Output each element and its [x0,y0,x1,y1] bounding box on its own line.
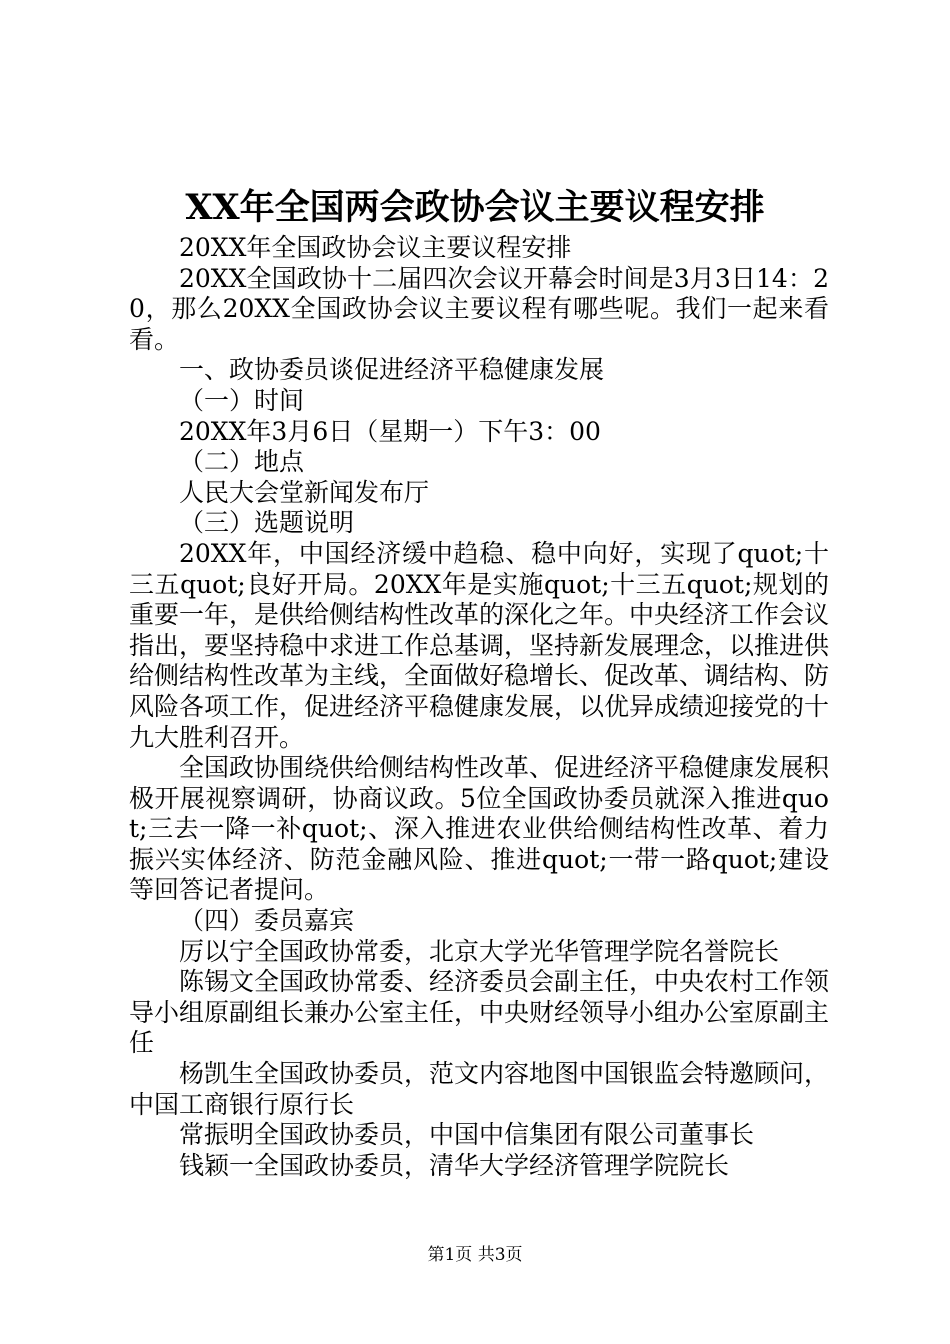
paragraph: 杨凯生全国政协委员，范文内容地图中国银监会特邀顾问，中国工商银行原行长 [129,1059,830,1119]
paragraph: 全国政协围绕供给侧结构性改革、促进经济平稳健康发展积极开展视察调研，协商议政。5位全国政协委员就深入推进quot;三去一降一补quot;、深入推进农业供给侧结构性改革、着力振兴实体经济、防范金融风险、推进quot;一带一路quot;建设等回答记者提问。 [129,753,830,905]
paragraph: 厉以宁全国政协常委，北京大学光华管理学院名誉院长 [179,936,780,966]
paragraph: 人民大会堂新闻发布厅 [179,477,430,507]
section-heading: 一、政协委员谈促进经济平稳健康发展 [179,355,605,385]
subsection-heading: （三）选题说明 [179,508,355,538]
subsection-heading: （一）时间 [179,385,305,415]
page-footer: 第1页 共3页 [427,1245,523,1265]
document-body [129,233,829,1181]
paragraph: 20XX年3月6日（星期一）下午3：00 [179,416,601,446]
paragraph: 20XX年全国政协会议主要议程安排 [179,233,572,262]
subsection-heading: （四）委员嘉宾 [179,906,355,936]
paragraph: 常振明全国政协委员，中国中信集团有限公司董事长 [179,1120,755,1150]
paragraph: 陈锡文全国政协常委、经济委员会副主任，中央农村工作领导小组原副组长兼办公室主任，中央财经领导小组办公室原副主任 [129,967,830,1058]
document-title: XX年全国两会政协会议主要议程安排 [185,187,765,228]
subsection-heading: （二）地点 [179,447,305,477]
paragraph: 20XX年，中国经济缓中趋稳、稳中向好，实现了quot;十三五quot;良好开局。20XX年是实施quot;十三五quot;规划的重要一年，是供给侧结构性改革的深化之年。中央经济工作会议指出，要坚持稳中求进工作总基调，坚持新发展理念，以推进供给侧结构性改革为主线，全面做好稳增长、促改革、调结构、防风险各项工作，促进经济平稳健康发展，以优异成绩迎接党的十九大胜利召开。 [129,538,830,752]
paragraph: 钱颖一全国政协委员，清华大学经济管理学院院长 [179,1150,730,1180]
paragraph: 20XX全国政协十二届四次会议开幕会时间是3月3日14：20，那么20XX全国政协会议主要议程有哪些呢。我们一起来看看。 [129,263,829,354]
